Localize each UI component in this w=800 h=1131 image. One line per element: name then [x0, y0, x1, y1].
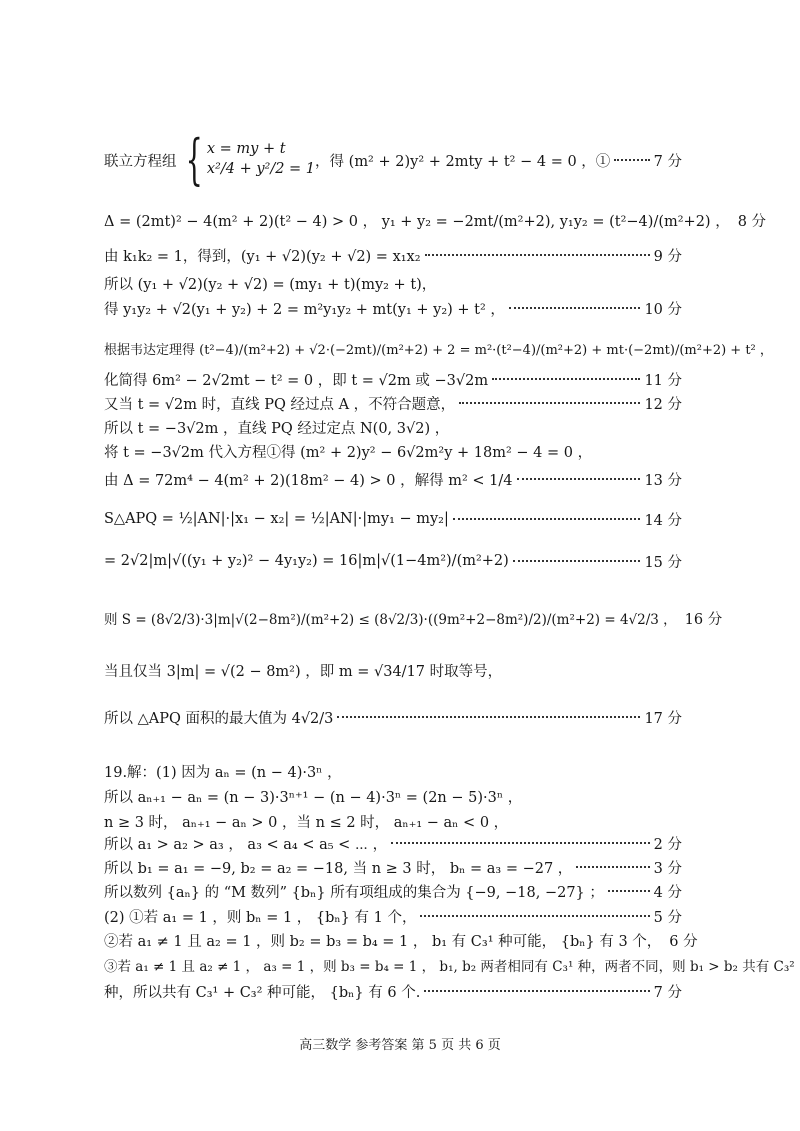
- answer-line-14: [104, 598, 723, 638]
- answer-line-9: [104, 416, 682, 438]
- leader-dots: [509, 307, 641, 309]
- answer-line-5: [104, 297, 682, 319]
- answer-line-3: [104, 244, 682, 266]
- score: 8 分: [737, 213, 767, 230]
- line-text: = 2√2|m|√((y₁ + y₂)² − 4y₁y₂) = 16|m|√(1−4m²)/(m²+2): [104, 553, 509, 569]
- answer-line-13: [104, 546, 682, 576]
- leader-dots: [420, 915, 649, 917]
- line-text: S△APQ = ½|AN|·|x₁ − x₂| = ½|AN|·|my₁ − my₂|: [104, 511, 449, 527]
- line-text: n ≥ 3 时， aₙ₊₁ − aₙ > 0 ，当 n ≤ 2 时， aₙ₊₁ − aₙ < 0 ，: [104, 814, 509, 831]
- leader-dots: [492, 378, 640, 380]
- score: 14 分: [644, 512, 682, 529]
- score: 7 分: [653, 984, 682, 1001]
- score: 10 分: [644, 301, 682, 318]
- line-text: 得 y₁y₂ + √2(y₁ + y₂) + 2 = m²y₁y₂ + mt(y₁ + y₂) + t² ，: [104, 301, 505, 318]
- answer-line-15: [104, 656, 682, 684]
- leader-dots: [513, 560, 641, 562]
- line-text: ②若 a₁ ≠ 1 且 a₂ = 1 ，则 b₂ = b₃ = b₄ = 1 ， b₁ 有 C₃¹ 种可能， {bₙ} 有 3 个，: [104, 933, 662, 950]
- score: 3 分: [653, 860, 682, 877]
- leader-dots: [614, 159, 649, 161]
- score: 7 分: [653, 153, 682, 170]
- answer-line-26: [104, 980, 682, 1002]
- leader-dots: [453, 518, 641, 520]
- line-text: Δ = (2mt)² − 4(m² + 2)(t² − 4) > 0 ， y₁ + y₂ = −2mt/(m²+2), y₁y₂ = (t²−4)/(m²+2) ，: [104, 213, 730, 230]
- line-text: 由 k₁k₂ = 1，得到，(y₁ + √2)(y₂ + √2) = x₁x₂: [104, 248, 421, 265]
- line-text: 当且仅当 3|m| = √(2 − 8m²) ，即 m = √34/17 时取等号，: [104, 663, 503, 680]
- line-text: 则 S = (8√2/3)·3|m|√(2−8m²)/(m²+2) ≤ (8√2/3)·((9m²+2−8m²)/2)/(m²+2) = 4√2/3 ，: [104, 612, 677, 628]
- answer-line-2: [104, 204, 767, 236]
- line-text: 所以 △APQ 面积的最大值为 4√2/3: [104, 710, 334, 727]
- system-eq-1: x = my + t: [206, 141, 286, 158]
- leader-dots: [517, 478, 641, 480]
- answer-line-4: [104, 272, 682, 294]
- line-text: 将 t = −3√2m 代入方程①得 (m² + 2)y² − 6√2m²y + 18m² − 4 = 0 ，: [104, 444, 593, 461]
- line-label: 联立方程组: [104, 153, 177, 170]
- leader-dots: [424, 990, 649, 992]
- leader-dots: [337, 716, 640, 718]
- page-footer: 高三数学 参考答案 第 5 页 共 6 页: [299, 1038, 501, 1053]
- answer-line-17: [104, 760, 682, 782]
- equation-system: [177, 128, 316, 191]
- leader-dots: [391, 842, 650, 844]
- line-text: 又当 t = √2m 时，直线 PQ 经过点 A ，不符合题意，: [104, 396, 456, 413]
- leader-dots: [576, 866, 649, 868]
- score: 13 分: [644, 472, 682, 489]
- score: 17 分: [644, 710, 682, 727]
- score: 16 分: [684, 611, 723, 628]
- answer-line-25: [104, 954, 795, 976]
- answer-line-8: [104, 392, 682, 414]
- answer-line-10: [104, 440, 682, 462]
- line-tail: ，得 (m² + 2)y² + 2mty + t² − 4 = 0 ，①: [315, 153, 611, 170]
- line-text: 所以 aₙ₊₁ − aₙ = (n − 3)·3ⁿ⁺¹ − (n − 4)·3ⁿ = (2n − 5)·3ⁿ ，: [104, 789, 523, 806]
- system-eq-2: x²/4 + y²/2 = 1: [206, 161, 316, 177]
- line-text: 所以 a₁ > a₂ > a₃ ， a₃ < a₄ < a₅ < ⋯ ，: [104, 836, 388, 853]
- score: 2 分: [653, 836, 682, 853]
- line-text: 19.解：(1) 因为 aₙ = (n − 4)·3ⁿ ，: [104, 764, 342, 781]
- answer-line-19: [104, 810, 682, 832]
- line-text: 种，所以共有 C₃¹ + C₃² 种可能， {bₙ} 有 6 个.: [104, 984, 421, 1001]
- left-brace-icon: {: [185, 128, 203, 191]
- score: 11 分: [644, 372, 682, 389]
- answer-line-20: [104, 832, 682, 854]
- leader-dots: [459, 402, 640, 404]
- answer-line-24: [104, 929, 698, 951]
- line-text: (2) ①若 a₁ = 1 ，则 bₙ = 1 ， {bₙ} 有 1 个，: [104, 909, 417, 926]
- answer-line-1: [104, 128, 682, 192]
- line-text: 所以 (y₁ + √2)(y₂ + √2) = (my₁ + t)(my₂ + t)，: [104, 276, 437, 293]
- score: 9 分: [653, 248, 682, 265]
- score: 4 分: [653, 884, 682, 901]
- answer-line-7: [104, 368, 682, 390]
- answer-line-11: [104, 466, 682, 492]
- answer-line-18: [104, 785, 682, 807]
- score: 15 分: [644, 554, 682, 571]
- leader-dots: [608, 890, 650, 892]
- answer-line-12: [104, 504, 682, 534]
- answer-line-16: [104, 702, 682, 732]
- line-text: 所以 t = −3√2m ，直线 PQ 经过定点 N(0, 3√2) ，: [104, 420, 450, 437]
- line-text: ③若 a₁ ≠ 1 且 a₂ ≠ 1 ， a₃ = 1 ，则 b₃ = b₄ = 1 ， b₁, b₂ 两者相同有 C₃¹ 种，两者不同，则 b₁ > b₂ 共有 C₃²: [104, 959, 795, 975]
- line-text: 所以 b₁ = a₁ = −9, b₂ = a₂ = −18, 当 n ≥ 3 时， bₙ = a₃ = −27 ，: [104, 860, 573, 877]
- leader-dots: [425, 254, 650, 256]
- score: 5 分: [653, 909, 682, 926]
- line-text: 化简得 6m² − 2√2mt − t² = 0 ，即 t = √2m 或 −3√2m: [104, 372, 489, 389]
- line-text: 所以数列 {aₙ} 的 “M 数列” {bₙ} 所有项组成的集合为 {−9, −18, −27} ；: [104, 884, 604, 901]
- score: 6 分: [669, 933, 698, 950]
- answer-line-22: [104, 880, 682, 902]
- line-text: 由 Δ = 72m⁴ − 4(m² + 2)(18m² − 4) > 0 ，解得 m² < 1/4: [104, 472, 513, 489]
- answer-line-23: [104, 905, 682, 927]
- line-text: 根据韦达定理得 (t²−4)/(m²+2) + √2·(−2mt)/(m²+2) + 2 = m²·(t²−4)/(m²+2) + mt·(−2mt)/(m²+2) + t² ，: [104, 342, 773, 358]
- answer-line-6: [104, 330, 773, 366]
- score: 12 分: [644, 396, 682, 413]
- answer-line-21: [104, 856, 682, 878]
